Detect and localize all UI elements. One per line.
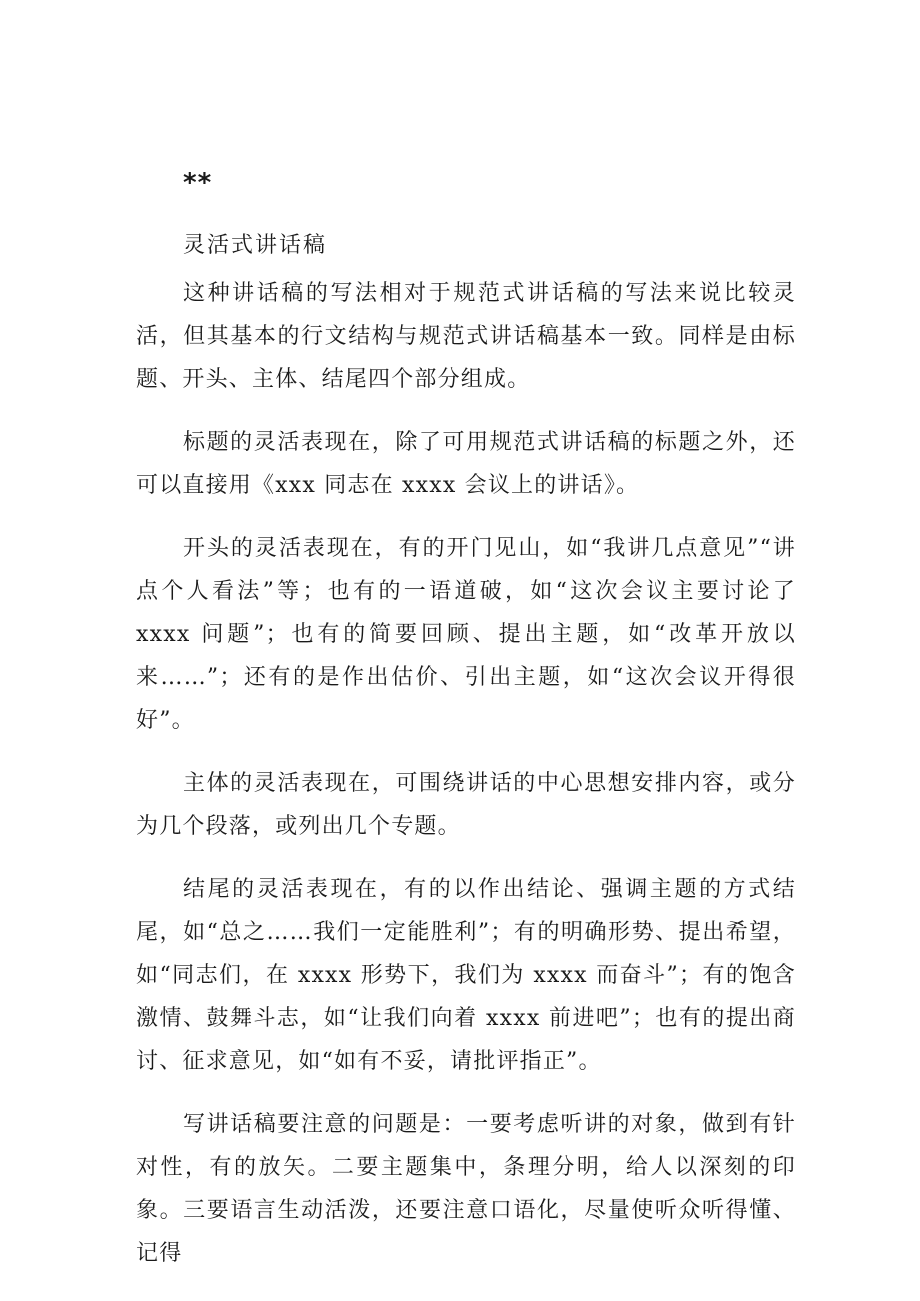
paragraph-notes: 写讲话稿要注意的问题是：一要考虑听讲的对象，做到有针对性，有的放矢。二要主题集中，条理分明，给人以深刻的印象。三要语言生动活泼，还要注意口语化，尽量使听众听得懂、记得	[136, 1112, 796, 1266]
body-text	[136, 272, 796, 1295]
paragraph-intro: 这种讲话稿的写法相对于规范式讲话稿的写法来说比较灵活，但其基本的行文结构与规范式讲话稿基本一致。同样是由标题、开头、主体、结尾四个部分组成。	[136, 281, 796, 392]
paragraph-opening: 开头的灵活表现在，有的开门见山，如“我讲几点意见”“讲点个人看法”等；也有的一语道破，如“这次会议主要讨论了 xxxx 问题”；也有的简要回顾、提出主题，如“改革开放以来……”；还有的是作出估价、引出主题，如“这次会议开得很好”。	[136, 536, 796, 733]
section-marker: **	[183, 168, 213, 198]
paragraph-body: 主体的灵活表现在，可围绕讲话的中心思想安排内容，或分为几个段落，或列出几个专题。	[136, 771, 796, 839]
section-heading: 灵活式讲话稿	[183, 233, 328, 258]
paragraph-ending: 结尾的灵活表现在，有的以作出结论、强调主题的方式结尾，如“总之……我们一定能胜利”；有的明确形势、提出希望，如“同志们，在 xxxx 形势下，我们为 xxxx 而奋斗”；有的饱含激情、鼓舞斗志，如“让我们向着 xxxx 前进吧”；也有的提出商讨、征求意见，如“如有不妥，请批评指正”。	[136, 877, 796, 1074]
paragraph-title: 标题的灵活表现在，除了可用规范式讲话稿的标题之外，还可以直接用《xxx 同志在 xxxx 会议上的讲话》。	[136, 430, 796, 498]
